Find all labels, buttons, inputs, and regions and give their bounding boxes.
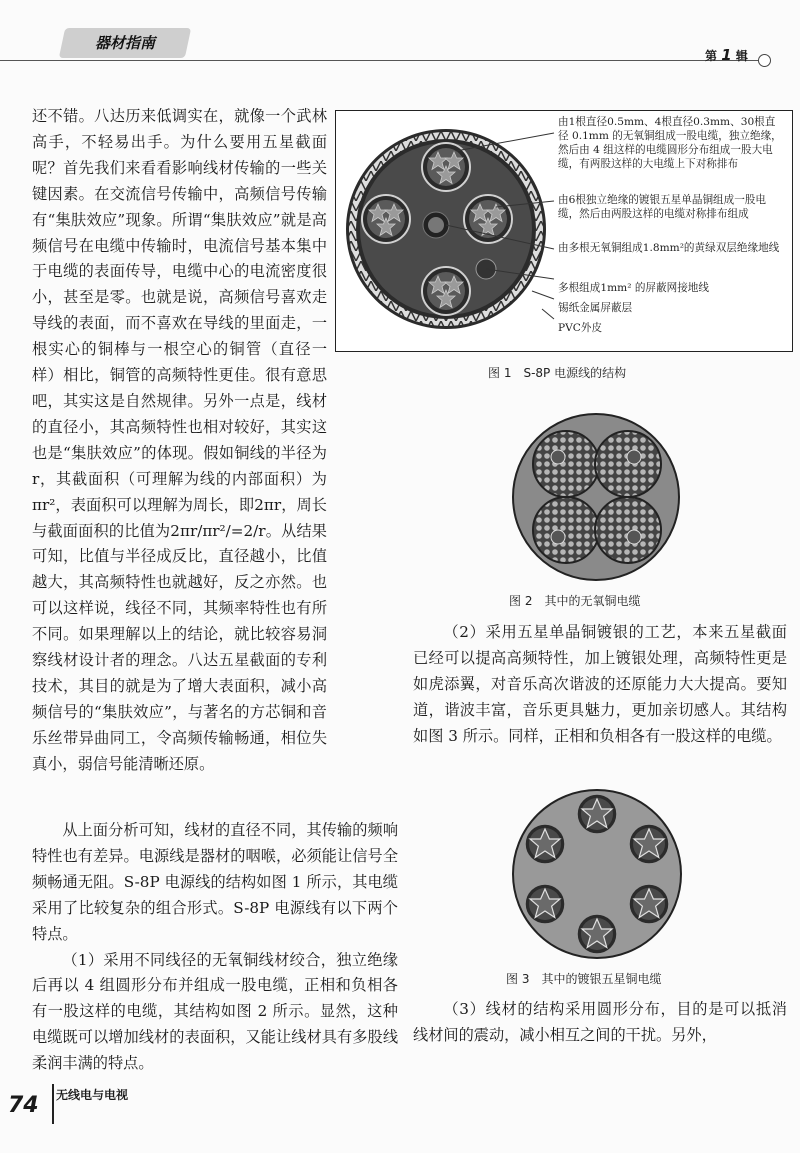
figure-2-copper-cable [511,412,681,582]
header-dot-icon [758,54,771,67]
issue-label: 第 1 辑 [705,46,748,64]
right-column-bottom [413,997,787,1049]
callout-3: 由多根无氧铜组成1.8mm²的黄绿双层绝缘地线 [558,242,780,254]
page-number: 74 [8,1093,39,1118]
figure-2-caption: 图 2 其中的无氧铜电缆 [509,594,641,608]
paragraph-4: （2）采用五星单晶铜镀银的工艺，本来五星截面已经可以提高高频特性，加上镀银处理，高频特性更是如虎添翼，对音乐高次谐波的还原能力大大提高。要知道，谐波丰富，音乐更具魅力，更加亲切感人。其结构如图 3 所示。同样，正相和负相各有一股这样的电缆。 [413,623,787,745]
paragraph-5: （3）线材的结构采用圆形分布，目的是可以抵消线材间的震动，减小相互之间的干扰。另外， [413,1000,787,1044]
callout-6: PVC外皮 [558,322,603,334]
header-rule [0,60,758,61]
callout-4: 多根组成1mm² 的屏蔽网接地线 [558,282,709,294]
paragraph-1: 还不错。八达历来低调实在，就像一个武林高手，不轻易出手。为什么要用五星截面呢？首先我们来看看影响线材传输的一些关键因素。在交流信号传输中，高频信号传输有“集肤效应”现象。所谓“集肤效应”就是高频信号在电缆中传输时，电流信号基本集中于电缆的表面传导，电缆中心的电流密度很小，甚至是零。也就是说，高频信号喜欢走导线的表面，而不喜欢在导线的里面走，一根实心的铜棒与一根空心的铜管（直径一样）相比，铜管的高频特性更佳。很有意思吧，其实这是自然规律。另外一点是，线材的直径小，其高频特性也相对较好，其实这也是“集肤效应”的体现。假如铜线的半径为r，其截面积（可理解为线的内部面积）为 πr²，表面积可以理解为周长，即2πr，周长与截面面积的比值为2πr/πr²/=2/r。从结果可知，比值与半径成反比，直径越小，比值越大，其高频特性也就越好，反之亦然。也可以这样说，线径不同，其频率特性也有所不同。如果理解以上的结论，就比较容易洞察线材设计者的理念。八达五星截面的专利技术，其目的就是为了增大表面积，减小高频信号的“集肤效应”，与著名的方芯铜和音乐丝带异曲同工，令高频传输畅通，相位失真小，弱信号能清晰还原。 [32,107,327,773]
section-tab [59,28,191,58]
callout-2: 由6根独立绝缘的镀银五星单晶铜组成一股电缆，然后由两股这样的电缆对称排布组成 [558,194,767,220]
figure-3-caption: 图 3 其中的镀银五星铜电缆 [506,972,662,986]
left-column-continued [32,818,398,1077]
paragraph-2: 从上面分析可知，线材的直径不同，其传输的频响特性也有差异。电源线是器材的咽喉，必须能让信号全频畅通无阻。S-8P 电源线的结构如图 1 所示，其电缆采用了比较复杂的组合形式。S-8P 电源线有以下两个特点。 [32,821,398,943]
callout-1: 由1根直径0.5mm、4根直径0.3mm、30根直径 0.1mm 的无氧铜组成一股电缆，独立绝缘，然后由 4 组这样的电缆圆形分布组成一股大电缆，有两股这样的大电缆上下对称排布 [558,116,782,170]
magazine-name: 无线电与电视 [56,1088,129,1102]
paragraph-3: （1）采用不同线径的无氧铜线材绞合，独立绝缘后再以 4 组圆形分布并组成一股电缆，正相和负相各有一股这样的电缆，其结构如图 2 所示。显然，这种电缆既可以增加线材的表面积，又能让线材具有多股线柔润丰满的特点。 [32,950,398,1073]
figure-3-silver-star-cable [511,788,683,960]
right-column [413,620,787,750]
footer-rule [52,1084,54,1124]
callout-5: 锡纸金属屏蔽层 [558,302,633,314]
figure-1-caption: 图 1 S-8P 电源线的结构 [488,366,627,380]
figure-1 [335,110,793,352]
section-title: 器材指南 [94,34,155,52]
